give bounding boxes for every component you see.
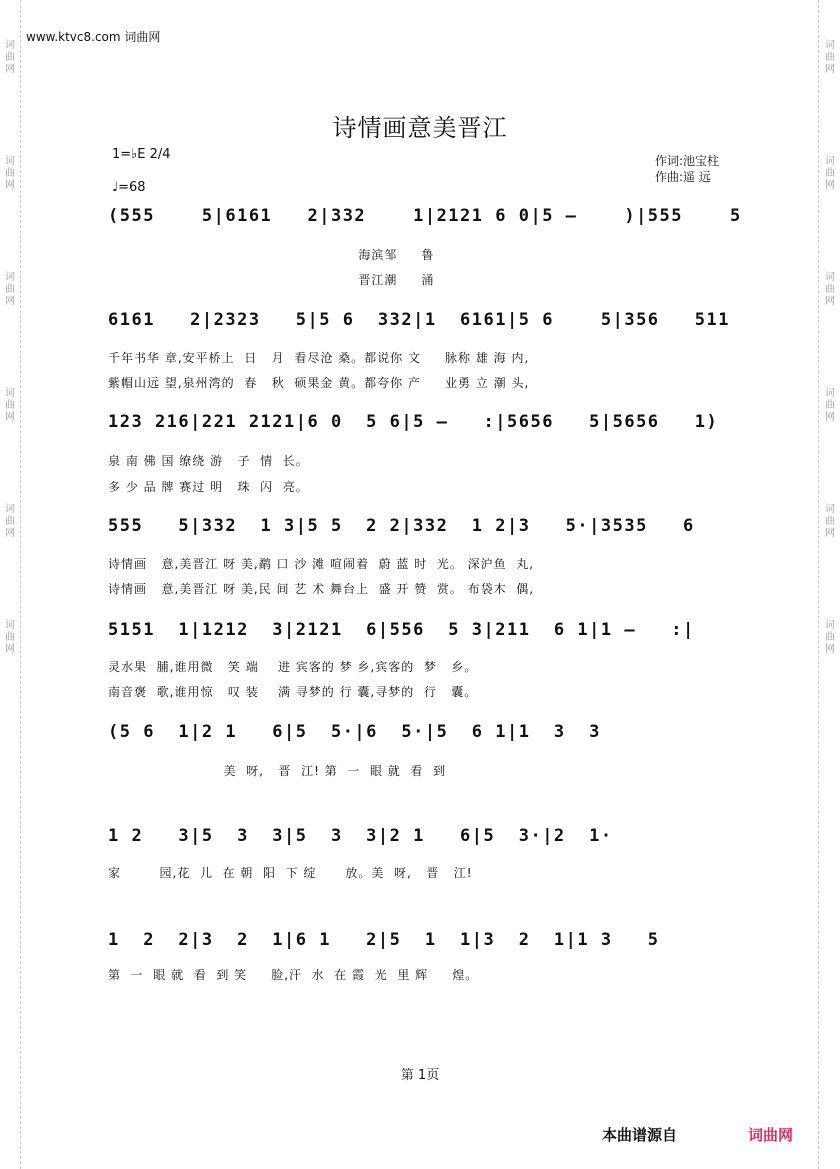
watermark-text: 词曲网 — [825, 272, 835, 307]
notation-row-4: 555 5|332 1 3|5 5 2 2|332 1 2|3 5·|3535 6 — [108, 516, 695, 536]
watermark-text: 词曲网 — [825, 504, 835, 539]
notation-row-7: 1 2 3|5 3 3|5 3 3|2 1 6|5 3·|2 1· — [108, 826, 613, 846]
watermark-text: 词曲网 — [825, 156, 835, 191]
watermark-text: 词曲网 — [5, 388, 15, 423]
watermark-text: 词曲网 — [5, 272, 15, 307]
left-margin-line — [20, 0, 21, 1169]
watermark-text: 词曲网 — [825, 388, 835, 423]
lyric-row-5-verse-1: 灵水果 脯,谁用微 笑 端 进 宾客的 梦 乡,宾客的 梦 乡。 — [108, 660, 478, 674]
notation-row-2: 6161 2|2323 5|5 6 332|1 6161|5 6 5|356 511 — [108, 310, 730, 330]
brand-link[interactable]: 词曲网 — [748, 1126, 794, 1144]
right-margin-line — [818, 0, 819, 1169]
watermark-text: 词曲网 — [5, 40, 15, 75]
song-title: 诗情画意美晋江 — [332, 114, 508, 142]
lyricist-credit: 作词:池宝柱 — [655, 154, 720, 168]
lyric-row-2-verse-2: 紫帽山远 望,泉州湾的 春 秋 硕果金 黄。都夸你 产 业勇 立 潮 头, — [108, 376, 530, 390]
page-number: 第 1页 — [400, 1068, 440, 1083]
lyric-row-1-verse-2: 晋江潮 涌 — [108, 273, 435, 287]
lyric-row-3-verse-1: 泉 南 佛 国 缭绕 游 子 情 长。 — [108, 454, 309, 468]
lyric-row-5-verse-2: 南音褒 歌,谁用惊 叹 装 满 寻梦的 行 囊,寻梦的 行 囊。 — [108, 685, 478, 699]
notation-row-8: 1 2 2|3 2 1|6 1 2|5 1 1|3 2 1|1 3 5 — [108, 930, 660, 950]
composer-credit: 作曲:遥 远 — [655, 170, 711, 184]
watermark-text: 词曲网 — [825, 620, 835, 655]
notation-row-1: (555 5|6161 2|332 1|2121 6 0|5 – )|555 5 — [108, 206, 742, 226]
lyric-row-2-verse-1: 千年书华 章,安平桥上 日 月 看尽沧 桑。都说你 文 脉称 雄 海 内, — [108, 351, 530, 365]
notation-row-5: 5151 1|1212 3|2121 6|556 5 3|211 6 1|1 – :| — [108, 620, 695, 640]
lyric-row-1-verse-1: 海滨邹 鲁 — [108, 248, 435, 262]
notation-row-3: 123 216|221 2121|6 0 5 6|5 – :|5656 5|5656 1) — [108, 412, 719, 432]
watermark-text: 词曲网 — [5, 504, 15, 539]
site-url: www.ktvc8.com 词曲网 — [26, 30, 161, 44]
watermark-text: 词曲网 — [5, 620, 15, 655]
key-signature: 1=♭E 2/4 — [112, 147, 171, 162]
lyric-row-3-verse-2: 多 少 品 牌 赛过 明 珠 闪 亮。 — [108, 480, 309, 494]
credits-block — [655, 153, 719, 185]
left-watermark-strip — [3, 0, 17, 1169]
lyric-row-4-verse-2: 诗情画 意,美晋江 呀 美,民 间 艺 术 舞台上 盛 开 赞 赏。 布袋木 偶, — [108, 582, 535, 596]
source-label: 本曲谱源自 — [602, 1126, 678, 1144]
notation-row-6: (5 6 1|2 1 6|5 5·|6 5·|5 6 1|1 3 3 — [108, 722, 601, 742]
tempo-marking: ♩=68 — [112, 180, 146, 195]
lyric-row-8: 第 一 眼 就 看 到 笑 脸,汗 水 在 霞 光 里 辉 煌。 — [108, 968, 479, 982]
lyric-row-7: 家 园,花 儿 在 朝 阳 下 绽 放。美 呀, 晋 江! — [108, 866, 473, 880]
watermark-text: 词曲网 — [5, 156, 15, 191]
lyric-row-4-verse-1: 诗情画 意,美晋江 呀 美,鹬 口 沙 滩 喧闹着 蔚 蓝 时 光。 深沪鱼 丸, — [108, 557, 535, 571]
lyric-row-6: 美 呀, 晋 江! 第 一 眼 就 看 到 — [108, 764, 447, 778]
right-watermark-strip — [823, 0, 837, 1169]
watermark-text: 词曲网 — [825, 40, 835, 75]
